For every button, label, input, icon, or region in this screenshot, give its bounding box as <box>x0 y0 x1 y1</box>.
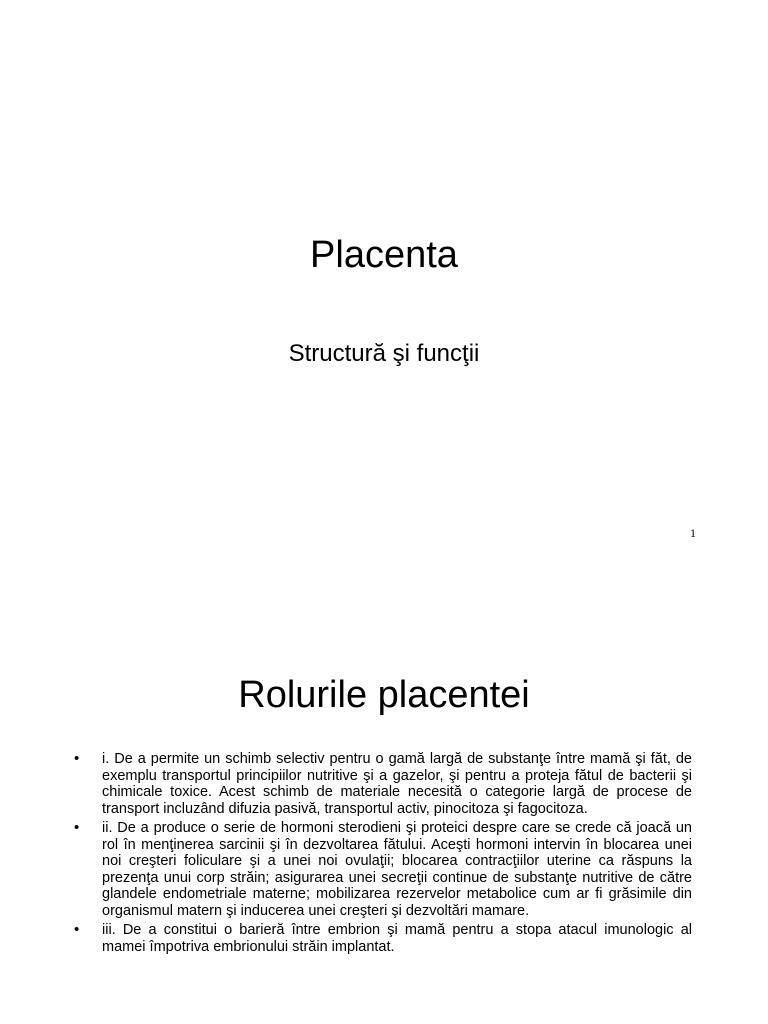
bullet-icon: • <box>74 819 80 836</box>
list-item-text: iii. De a constitui o barieră între embrion şi mamă pentru a stopa atacul imunologic al mamei împotriva embrionului străin implantat. <box>102 922 692 955</box>
slide-title: Rolurile placentei <box>238 674 530 716</box>
slide-title: Placenta <box>310 234 458 276</box>
roles-list <box>74 751 692 958</box>
list-item <box>74 922 692 955</box>
list-item <box>74 820 692 919</box>
slide-roles <box>0 576 768 1024</box>
list-item-text: i. De a permite un schimb selectiv pentru o gamă largă de substanţe între mamă şi făt, de exemplu transportul principiilor nutritive şi a gazelor, şi pentru a proteja fătul de bacterii şi chimicale toxice. Acest schimb de materiale necesită o categorie largă de procese de transport incluzând difuzia pasivă, transportul activ, pinocitoza şi fagocitoza. <box>102 751 692 817</box>
bullet-icon: • <box>74 921 80 938</box>
page-number: 1 <box>690 526 696 540</box>
list-item <box>74 751 692 817</box>
slide-subtitle: Structură şi funcţii <box>288 340 480 367</box>
list-item-text: ii. De a produce o serie de hormoni sterodieni şi proteici despre care se crede că joacă un rol în menţinerea sarcinii şi în dezvoltarea fătului. Aceşti hormoni intervin în blocarea unei noi creşteri foliculare şi a unei noi ovulaţii; blocarea contracţiilor uterine ca răspuns la prezenţa unui corp străin; asigurarea unei secreţii continue de substanţe nutritive de către glandele endometriale materne; mobilizarea rezervelor metabolice cum ar fi grăsimile din organismul matern şi inducerea unei creşteri şi dezvoltări mamare. <box>102 820 692 919</box>
bullet-icon: • <box>74 750 80 767</box>
